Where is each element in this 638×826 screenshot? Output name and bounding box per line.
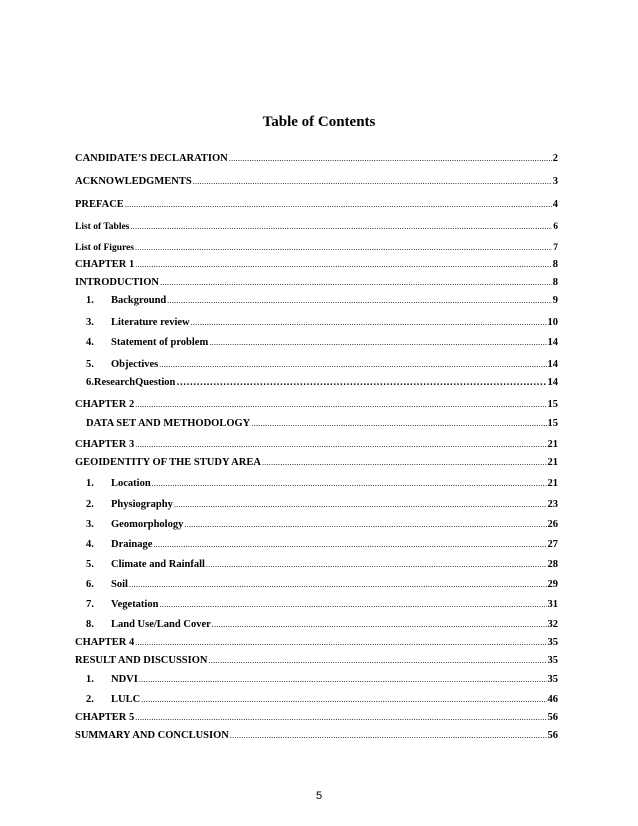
toc-entry-label: Vegetation [111, 599, 159, 610]
dot-leader [141, 694, 546, 706]
toc-entry-page: 56 [547, 712, 558, 723]
toc-entry[interactable] [75, 149, 558, 165]
toc-entry-page: 35 [547, 655, 558, 666]
toc-entry[interactable] [75, 615, 558, 631]
toc-entry-page: 31 [547, 599, 558, 610]
dot-leader [135, 637, 546, 649]
toc-entry-page: 15 [547, 418, 558, 429]
toc-entry[interactable] [75, 238, 558, 254]
toc-entry-label: Statement of problem [111, 337, 209, 348]
dot-leader [160, 277, 552, 289]
toc-entry-label: CHAPTER 1 [75, 259, 135, 270]
toc-entry[interactable] [75, 708, 558, 724]
dot-leader [135, 399, 546, 411]
dot-leader [176, 377, 546, 389]
toc-entry-label: Soil [111, 579, 128, 590]
toc-entry-page: 46 [547, 694, 558, 705]
toc-entry-label: CHAPTER 5 [75, 712, 135, 723]
dot-leader [212, 619, 547, 631]
toc-entry[interactable] [75, 355, 558, 371]
toc-entry-page: 23 [547, 499, 558, 510]
toc-entry-number: 4. [86, 539, 94, 550]
toc-entry-label: Literature review [111, 317, 190, 328]
toc-entry[interactable] [75, 313, 558, 329]
toc-entry-label: PREFACE [75, 199, 124, 210]
toc-entry[interactable] [75, 535, 558, 551]
toc-entry-page: 29 [547, 579, 558, 590]
dot-leader [129, 579, 547, 591]
toc-entry[interactable] [75, 495, 558, 511]
dot-leader [125, 199, 552, 211]
dot-leader [135, 712, 546, 724]
dot-leader [159, 359, 546, 371]
toc-entry-label: NDVI [111, 674, 138, 685]
dot-leader [130, 221, 552, 233]
toc-entry-page: 14 [547, 337, 558, 348]
toc-entry[interactable] [75, 651, 558, 667]
dot-leader [230, 730, 547, 742]
toc-entry-label: Land Use/Land Cover [111, 619, 211, 630]
toc-entry-page: 2 [552, 153, 558, 164]
toc-entry-page: 3 [552, 176, 558, 187]
dot-leader [167, 295, 552, 307]
toc-entry[interactable] [75, 373, 558, 389]
toc-entry-number: 1. [86, 295, 94, 306]
toc-entry-number: 2. [86, 499, 94, 510]
dot-leader [191, 317, 547, 329]
dot-leader [209, 337, 546, 349]
dot-leader [206, 559, 547, 571]
toc-entry-page: 14 [547, 377, 558, 388]
toc-entry-number: 2. [86, 694, 94, 705]
toc-entry-number: 5. [86, 359, 94, 370]
dot-leader [193, 176, 552, 188]
toc-entry-page: 35 [547, 674, 558, 685]
toc-entry-label: Drainage [111, 539, 153, 550]
dot-leader [153, 539, 546, 551]
toc-entry-page: 21 [547, 478, 558, 489]
toc-entry-number: 1. [86, 674, 94, 685]
toc-entry-number: 6. [86, 579, 94, 590]
toc-entry-label: CHAPTER 3 [75, 439, 135, 450]
toc-entry-page: 56 [547, 730, 558, 741]
toc-entry[interactable] [75, 273, 558, 289]
toc-entry[interactable] [75, 195, 558, 211]
toc-entry[interactable] [75, 474, 558, 490]
toc-entry[interactable] [75, 255, 558, 271]
toc-entry-number: 7. [86, 599, 94, 610]
dot-leader [184, 519, 546, 531]
toc-entry[interactable] [75, 575, 558, 591]
toc-entry-label: INTRODUCTION [75, 277, 160, 288]
toc-title: Table of Contents [262, 114, 376, 130]
dot-leader [152, 478, 547, 490]
toc-entry-label: LULC [111, 694, 141, 705]
toc-entry-page: 7 [553, 243, 558, 253]
toc-entry[interactable] [75, 414, 558, 430]
toc-entry[interactable] [75, 217, 558, 233]
dot-leader [208, 655, 546, 667]
toc-entry-page: 21 [547, 439, 558, 450]
dot-leader [262, 457, 547, 469]
toc-entry-label: Physiography [111, 499, 173, 510]
toc-entry-label: List of Figures [75, 243, 134, 253]
toc-entry-number: 8. [86, 619, 94, 630]
toc-entry-label: CHAPTER 4 [75, 637, 135, 648]
toc-entry-label: CHAPTER 2 [75, 399, 135, 410]
page-number: 5 [315, 790, 323, 802]
dot-leader [135, 242, 552, 254]
toc-entry[interactable] [75, 333, 558, 349]
dot-leader [251, 418, 546, 430]
toc-entry-number: 3. [86, 317, 94, 328]
toc-entry-page: 27 [547, 539, 558, 550]
toc-entry-page: 32 [547, 619, 558, 630]
toc-entry-page: 10 [547, 317, 558, 328]
toc-entry[interactable] [75, 453, 558, 469]
toc-entry-page: 6 [553, 222, 558, 232]
dot-leader [159, 599, 546, 611]
toc-entry-page: 14 [547, 359, 558, 370]
toc-entry-number: 4. [86, 337, 94, 348]
toc-entry-page: 8 [552, 259, 558, 270]
toc-entry[interactable] [75, 690, 558, 706]
dot-leader [229, 153, 552, 165]
toc-entry-label: GEOIDENTITY OF THE STUDY AREA [75, 457, 261, 468]
toc-entry-label: Background [111, 295, 167, 306]
toc-entry-page: 35 [547, 637, 558, 648]
toc-entry-label: Objectives [111, 359, 159, 370]
toc-entry-label: ACKNOWLEDGMENTS [75, 176, 192, 187]
toc-entry[interactable] [75, 670, 558, 686]
toc-entry-label: Climate and Rainfall [111, 559, 205, 570]
toc-entry-label: List of Tables [75, 222, 130, 232]
toc-entry-label: CANDIDATE’S DECLARATION [75, 153, 228, 164]
toc-entry-page: 28 [547, 559, 558, 570]
toc-entry[interactable] [75, 395, 558, 411]
toc-entry-label: 6.ResearchQuestion [86, 377, 176, 388]
dot-leader [135, 439, 546, 451]
toc-entry-label: DATA SET AND METHODOLOGY [86, 418, 251, 429]
toc-entry-label: Location [111, 478, 151, 489]
toc-entry-page: 8 [552, 277, 558, 288]
toc-entry-number: 1. [86, 478, 94, 489]
dot-leader [139, 674, 547, 686]
toc-entry[interactable] [75, 726, 558, 742]
toc-entry-page: 15 [547, 399, 558, 410]
toc-entry-label: Geomorphology [111, 519, 184, 530]
toc-entry-page: 9 [552, 295, 558, 306]
dot-leader [174, 499, 547, 511]
toc-entry[interactable] [75, 555, 558, 571]
toc-entry[interactable] [75, 633, 558, 649]
toc-entry[interactable] [75, 291, 558, 307]
toc-entry[interactable] [75, 595, 558, 611]
toc-entry-page: 4 [552, 199, 558, 210]
toc-entry[interactable] [75, 515, 558, 531]
toc-entry-label: RESULT AND DISCUSSION [75, 655, 208, 666]
toc-entry-page: 21 [547, 457, 558, 468]
dot-leader [135, 259, 552, 271]
toc-entry-label: SUMMARY AND CONCLUSION [75, 730, 229, 741]
toc-entry-number: 5. [86, 559, 94, 570]
toc-entry-number: 3. [86, 519, 94, 530]
toc-entry[interactable] [75, 435, 558, 451]
toc-entry-page: 26 [547, 519, 558, 530]
toc-entry[interactable] [75, 172, 558, 188]
